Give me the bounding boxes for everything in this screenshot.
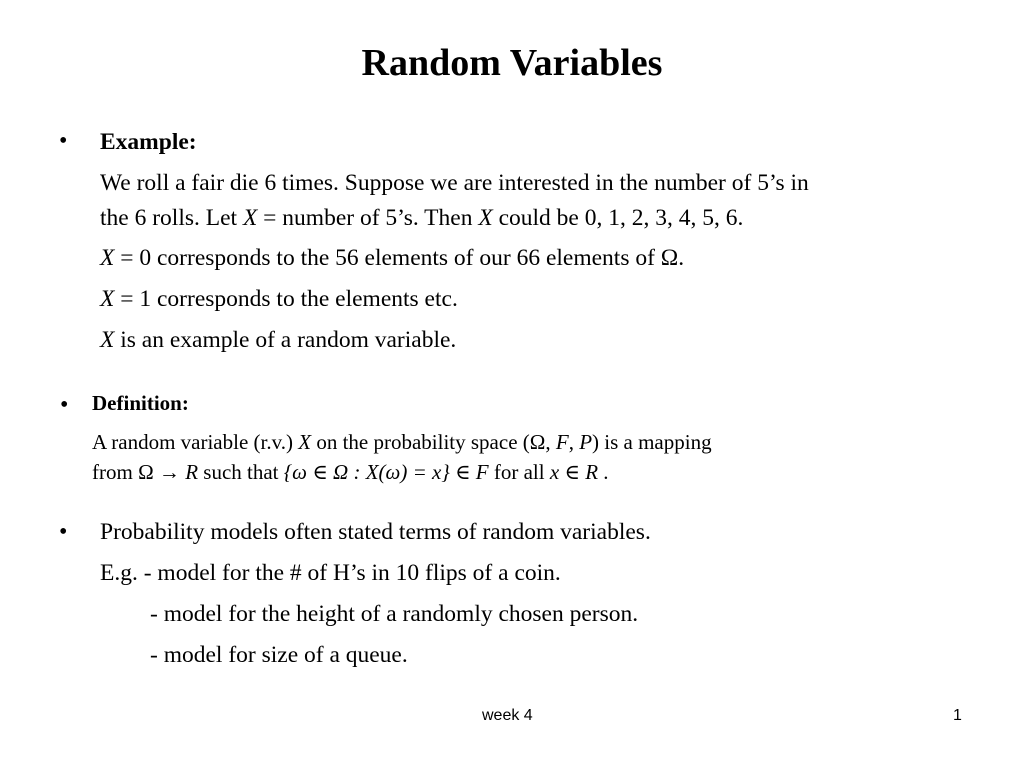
footer-week: week 4: [482, 707, 533, 724]
example-line-5-part: is an example of a random variable.: [114, 327, 457, 353]
example-line-2-part: could be 0, 1, 2, 3, 4, 5, 6.: [492, 205, 744, 231]
variable-x: X: [298, 430, 312, 454]
definition-line-1-part: A random variable (r.v.): [92, 430, 299, 454]
slide-title: Random Variables: [361, 42, 663, 84]
models-line-3: - model for the height of a randomly chosen person.: [150, 601, 639, 627]
example-line-1: We roll a fair die 6 times. Suppose we are interested in the number of 5’s in: [100, 170, 809, 196]
example-heading: Example:: [100, 129, 197, 155]
bullet-definition: •: [60, 392, 69, 418]
variable-f: F: [555, 430, 569, 454]
variable-x: X: [100, 245, 115, 271]
models-line-2: E.g. - model for the # of H’s in 10 flips of a coin.: [100, 560, 561, 586]
variable-p: P: [579, 430, 593, 454]
example-line-4-part: = 1 corresponds to the elements etc.: [114, 286, 458, 312]
definition-line-2-part: from Ω →: [92, 460, 186, 484]
models-line-4: - model for size of a queue.: [150, 642, 408, 668]
bullet-models: •: [59, 519, 68, 545]
example-line-2: [100, 203, 743, 233]
example-line-5: [100, 325, 456, 355]
example-line-2-part: the 6 rolls. Let: [100, 205, 243, 231]
definition-line-1-part: ,: [568, 430, 580, 454]
example-line-3: [100, 243, 684, 273]
definition-line-1-part: ) is a mapping: [592, 430, 712, 454]
example-line-4: [100, 284, 458, 314]
variable-x: X: [100, 327, 115, 353]
definition-line-1-part: on the probability space (Ω,: [311, 430, 556, 454]
definition-line-1: [92, 430, 712, 455]
set-expression: {ω ∈ Ω : X(ω) = x} ∈ F: [283, 460, 489, 484]
bullet-example: •: [59, 128, 68, 154]
definition-heading: Definition:: [92, 391, 189, 415]
example-line-2-part: = number of 5’s. Then: [257, 205, 479, 231]
variable-r: R: [185, 460, 199, 484]
definition-line-2: [92, 460, 609, 485]
page-number: 1: [953, 707, 962, 724]
definition-line-2-part: such that: [198, 460, 284, 484]
condition-expression: x ∈ R: [549, 460, 599, 484]
variable-x: X: [478, 205, 493, 231]
definition-line-2-part: for all: [488, 460, 550, 484]
definition-line-2-part: .: [598, 460, 609, 484]
example-line-3-part: = 0 corresponds to the 56 elements of our 66 elements of Ω.: [114, 245, 685, 271]
variable-x: X: [100, 286, 115, 312]
models-line-1: Probability models often stated terms of random variables.: [100, 519, 651, 545]
variable-x: X: [242, 205, 258, 231]
definition-block: [60, 390, 860, 490]
